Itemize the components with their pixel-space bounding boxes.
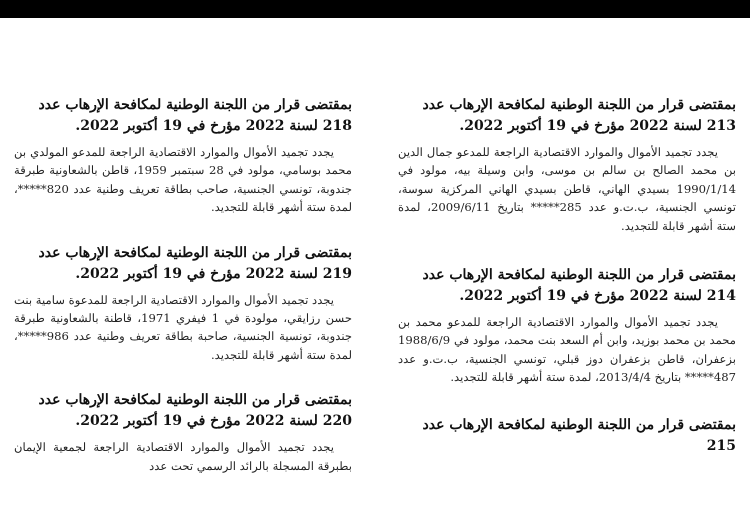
decision-title: بمقتضى قرار من اللجنة الوطنية لمكافحة الإرهاب عدد 214 لسنة 2022 مؤرخ في 19 أكتوبر 2022. [422, 267, 736, 305]
decision-title: بمقتضى قرار من اللجنة الوطنية لمكافحة الإرهاب عدد 219 لسنة 2022 مؤرخ في 19 أكتوبر 2022. [38, 244, 352, 282]
decision-body: يجدد تجميد الأموال والموارد الاقتصادية الراجعة للمدعو المولدي بن محمد بوسامي، مولود في 28 سبتمبر 1959، قاطن بالشعاونية طبرقة جندوبة، تونسي الجنسية، صاحب بطاقة تعريف وطنية عدد 820*****، لمدة ستة أشهر قابلة للتجديد. [14, 145, 352, 215]
decision-title: بمقتضى قرار من اللجنة الوطنية لمكافحة الإرهاب عدد 213 لسنة 2022 مؤرخ في 19 أكتوبر 2022. [422, 97, 736, 134]
decision-body: يجدد تجميد الأموال والموارد الاقتصادية الراجعة للمدعو محمد بن محمد بن محمد بوزيد، وابن أم السعد بنت محمد، مولود في 1988/6/9 بزعفران، قاطن بزعفران دوز قبلي، تونسي الجنسية، ب.ت.و عدد 487***** بتاريخ 2013/4/4، لمدة ستة أشهر قابلة للتجديد. [398, 315, 736, 385]
decision-213 [398, 95, 736, 235]
decision-215 [398, 415, 736, 457]
decision-body: يجدد تجميد الأموال والموارد الاقتصادية الراجعة للمدعو جمال الدين بن محمد الصالح بن سالم بن موسى، وابن وسيلة بيه، مولود في 1990/1/14 بسيدي الهاني، قاطن بسيدي الهاني المركزية سوسة، تونسي الجنسية، ب.ت.و عدد 285***** بتاريخ 2009/6/11، لمدة ستة أشهر قابلة للتجديد. [398, 145, 736, 233]
decision-title: بمقتضى قرار من اللجنة الوطنية لمكافحة الإرهاب عدد 218 لسنة 2022 مؤرخ في 19 أكتوبر 2022. [38, 97, 352, 134]
decision-214 [398, 265, 736, 387]
decision-body: يجدد تجميد الأموال والموارد الاقتصادية الراجعة للمدعوة سامية بنت حسن رزايقي، مولودة في 1 فيفري 1971، قاطنة بالشعاونية طبرقة جندوبة، تونسية الجنسية، صاحبة بطاقة تعريف وطنية عدد 986*****، لمدة ستة أشهر قابلة للتجديد. [14, 292, 352, 362]
decision-218 [14, 95, 352, 217]
decision-219 [14, 243, 352, 365]
decision-body: يجدد تجميد الأموال والموارد الاقتصادية الراجعة لجمعية الإيمان بطبرقة المسجلة بالرائد الرسمي تحت عدد [14, 440, 352, 473]
decision-220 [14, 390, 352, 475]
decision-title: بمقتضى قرار من اللجنة الوطنية لمكافحة الإرهاب عدد 215 [422, 416, 736, 454]
left-column [14, 95, 352, 497]
top-black-bar [0, 0, 750, 18]
decision-title: بمقتضى قرار من اللجنة الوطنية لمكافحة الإرهاب عدد 220 لسنة 2022 مؤرخ في 19 أكتوبر 2022. [38, 392, 352, 430]
right-column [398, 95, 736, 479]
